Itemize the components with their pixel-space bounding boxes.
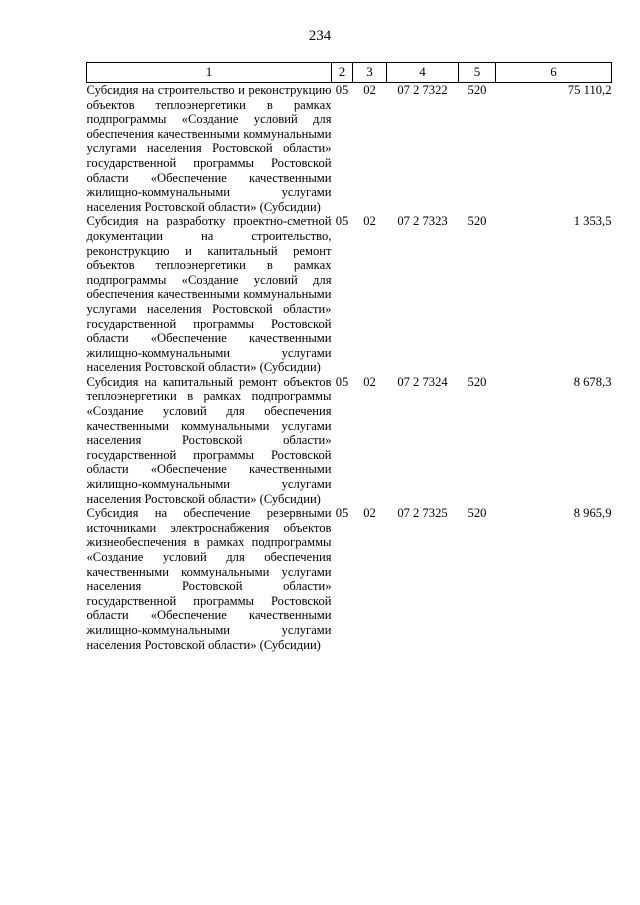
table-row — [87, 214, 612, 375]
row-section: 05 — [335, 506, 349, 521]
row-expense-type: 520 — [467, 214, 487, 229]
row-expense-type: 520 — [467, 83, 487, 97]
row-description: Субсидия на разработку проектно-сметной документации на строительство, реконструкцию и капитальный ремонт объектов теплоэнергетики в рамках подпрограммы «Создание условий для обеспечения качественными коммунальными услугами населения Ростовской области» государственной программы Ростовской области «Обеспечение качественными жилищно-коммунальными услугами населения Ростовской области» (Субсидии) — [86, 214, 332, 375]
row-section: 05 — [335, 214, 349, 229]
row-amount: 1 353,5 — [573, 214, 612, 229]
row-expense-type: 520 — [467, 374, 487, 389]
table-row — [87, 506, 612, 652]
table-header-row — [87, 63, 612, 83]
row-target-article: 07 2 7322 — [397, 83, 448, 97]
column-header: 2 — [332, 63, 353, 83]
row-expense-type: 520 — [467, 506, 487, 521]
column-header: 4 — [387, 63, 459, 83]
page-number: 234 — [308, 28, 332, 44]
row-target-article: 07 2 7325 — [397, 506, 448, 521]
row-subsection: 02 — [363, 83, 376, 97]
column-header: 3 — [353, 63, 387, 83]
row-target-article: 07 2 7323 — [397, 214, 448, 229]
row-subsection: 02 — [363, 214, 376, 229]
row-subsection: 02 — [363, 374, 376, 389]
row-amount: 75 110,2 — [567, 83, 612, 97]
row-section: 05 — [335, 374, 349, 389]
row-description: Субсидия на строительство и реконструкцию объектов теплоэнергетики в рамках подпрограммы «Создание условий для обеспечения качественными коммунальными услугами населения Ростовской области» государственной программы Ростовской области «Обеспечение качественными жилищно-коммунальными услугами населения Ростовской области» (Субсидии) — [86, 83, 332, 214]
budget-table — [86, 62, 612, 652]
column-header: 1 — [87, 63, 332, 83]
row-target-article: 07 2 7324 — [397, 374, 448, 389]
table-row — [87, 83, 612, 215]
row-amount: 8 678,3 — [573, 374, 612, 389]
column-header: 5 — [459, 63, 496, 83]
row-amount: 8 965,9 — [573, 506, 612, 521]
table-row — [87, 375, 612, 506]
row-subsection: 02 — [363, 506, 376, 521]
column-header: 6 — [496, 63, 612, 83]
row-section: 05 — [335, 83, 349, 97]
row-description: Субсидия на капитальный ремонт объектов теплоэнергетики в рамках подпрограммы «Создание условий для обеспечения качественными коммунальными услугами населения Ростовской области» государственной программы Ростовской области «Обеспечение качественными жилищно-коммунальными услугами населения Ростовской области» (Субсидии) — [86, 374, 332, 506]
row-description: Субсидия на обеспечение резервными источниками электроснабжения объектов жизнеобеспечения в рамках подпрограммы «Создание условий для обеспечения качественными коммунальными услугами населения Ростовской области» государственной программы Ростовской области «Обеспечение качественными жилищно-коммунальными услугами населения Ростовской области» (Субсидии) — [86, 506, 332, 652]
